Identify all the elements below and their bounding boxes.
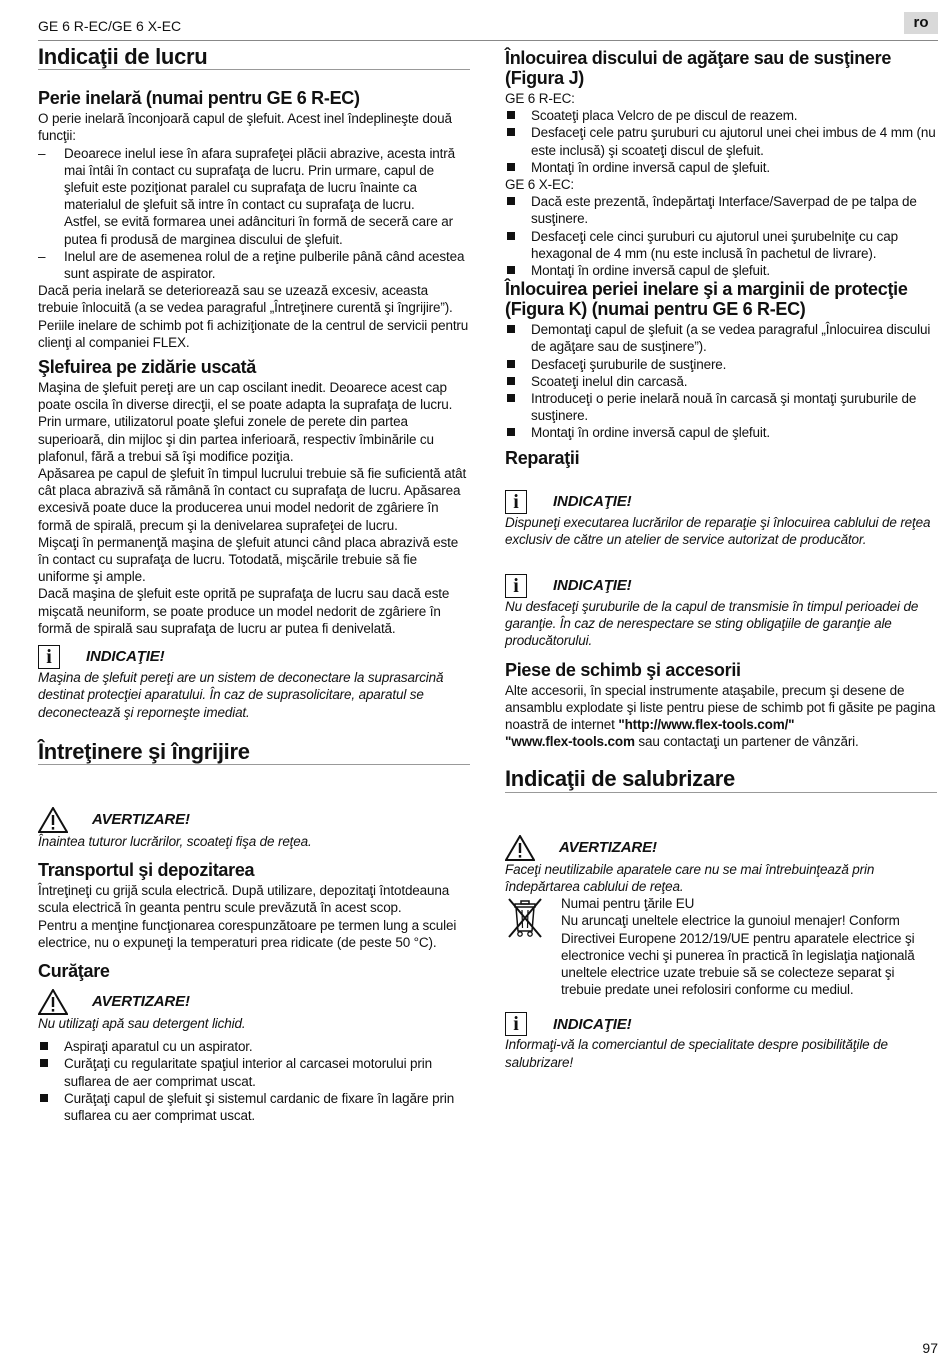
page-header [38, 12, 938, 41]
ring-function-2: – Inelul are de asemenea rolul de a reţine pulberile până când acestea sunt aspirate de aspirator. [38, 248, 465, 282]
heading-disposal: Indicaţii de salubrizare [505, 770, 937, 792]
spare-parts-text: Alte accesorii, în special instrumente ataşabile, precum şi desene de ansamblu explodate şi liste pentru piese de schimb pot fi găsite pe pagina noastră de internet "http://www.flex-tools.com/" "www.flex-tools.com sau contactaţi un partener de vânzări. [505, 682, 936, 750]
transport-p1: Întreţineţi cu grijă scula electrică. După utilizare, depozitaţi întotdeauna scula electrică în geanta pentru scule prevăzută în acest scop. [38, 883, 450, 916]
heading-brush-replacement: Înlocuirea periei inelare şi a marginii de protecţie (Figura K) (numai pentru GE 6 R-EC) [505, 279, 908, 320]
warning-icon [505, 835, 535, 861]
page-number: 97 [922, 1340, 938, 1356]
heading-spare-parts: Piese de schimb şi accesorii [505, 659, 741, 680]
ring-intro: O perie inelară înconjoară capul de şlefuit. Acest inel îndeplineşte două funcţii: [38, 111, 452, 144]
heading-ring-brush: Perie inelară (numai pentru GE 6 R-EC) [38, 88, 360, 109]
warning-water: AVERTIZARE! [38, 989, 470, 1015]
heading-maintenance: Întreţinere şi îngrijire [38, 743, 470, 765]
list-item: Curăţaţi capul de şlefuit şi sistemul cardanic de fixare în lagăre prin suflarea cu aer comprimat uscat. [38, 1090, 470, 1124]
note-overload-text: Maşina de şlefuit pereţi are un sistem de deconectare la suprasarcină destinat protecţiei aparatului. În caz de suprasolicitare, aparatul se deconectează şi reporneşte imediat. [38, 670, 444, 720]
list-item: Desfaceţi cele cinci şuruburi cu ajutorul unei şurubelniţe cu cap hexagonal de 4 mm (nu este inclusă în pachetul de livrare). [505, 228, 937, 262]
dry-p2: Apăsarea pe capul de şlefuit în timpul lucrului trebuie să fie suficientă atât cât placa abrazivă să rămână în contact cu suprafaţa de lucru. Apăsarea excesivă poate duce la producerea unui model nedorit de zgâriere în formă de spirală, precum şi la denivelarea suprafeţei de lucru. [38, 466, 467, 533]
warning-disposal-text: Faceţi neutilizabile aparatele care nu se mai întrebuinţează prin îndepărtarea cablului de reţea. [505, 861, 875, 894]
note-warranty: i INDICAŢIE! [505, 574, 937, 598]
eu-only-label: Numai pentru ţările EU [561, 896, 695, 912]
weee-section [505, 895, 937, 998]
info-icon: i [38, 645, 60, 669]
list-item: Desfaceţi cele patru şuruburi cu ajutorul unei chei imbus de 4 mm (nu este inclusă) şi scoateţi discul de şlefuit. [505, 124, 937, 158]
model-name: GE 6 R-EC/GE 6 X-EC [38, 18, 182, 34]
warning-unplug-text: Înaintea tuturor lucrărilor, scoateţi fişa de reţea. [38, 833, 312, 849]
list-item: Montaţi în ordine inversă capul de şlefuit. [505, 424, 937, 441]
eu-disposal-text: Nu aruncaţi uneltele electrice la gunoiul menajer! Conform Directivei Europene 2012/19/UE pentru aparatele electrice şi electronice vechi şi punerea în practică în legislaţia naţională uneltele electrice uzate trebuie să se colecteze separat şi trebuie predate unei refolosiri conforme cu mediul. [561, 913, 915, 998]
heading-transport: Transportul şi depozitarea [38, 860, 255, 881]
warning-icon [38, 989, 68, 1015]
label-ge6-x-ec: GE 6 X-EC: [505, 177, 575, 193]
ring-function-1: – Deoarece inelul iese în afara suprafeţei plăcii abrazive, acesta intră mai întâi în contact cu suprafaţa de lucru. Prin urmare, capul de şlefuit este poziţionat paralel cu suprafaţa de lucru înainte ca materialul de şlefuit să intre în contact cu suprafaţa de lucru. Astfel, se evită formarea unei adâncituri în formă de seceră care ar putea fi produsă de marginea discului de şlefuit. [38, 145, 455, 247]
note-overload: i INDICAŢIE! [38, 645, 470, 669]
note-disposal-text: Informaţi-vă la comerciantul de specialitate despre posibilităţile de salubrizare! [505, 1037, 888, 1070]
right-column [505, 48, 937, 1071]
warning-unplug: AVERTIZARE! [38, 807, 470, 833]
info-icon: i [505, 574, 527, 598]
warning-icon [38, 807, 68, 833]
list-item: Curăţaţi cu regularitate spaţiul interior al carcasei motorului prin suflarea de aer comprimat uscat. [38, 1055, 470, 1089]
note-warranty-text: Nu desfaceţi şuruburile de la capul de transmisie în timpul perioadei de garanţie. În caz de nerespectare se sting obligaţiile de garanţie ale producătorului. [505, 599, 919, 649]
language-badge: ro [904, 12, 938, 34]
note-repair: i INDICAŢIE! [505, 490, 937, 514]
dry-p1: Maşina de şlefuit pereţi are un cap oscilant inedit. Deoarece acest cap poate oscila în diverse direcţii, el se poate adapta la suprafaţa de lucru. Prin urmare, utilizatorul poate şlefui zonele de perete din partea superioară, din mijloc şi din partea inferioară, respectiv îmbinările cu plafonul, fără a trebui să îşi modifice poziţia. [38, 380, 453, 464]
dry-p4: Dacă maşina de şlefuit este oprită pe suprafaţa de lucru sau dacă este mişcată neuniform, se poate produce un model nedorit de zgâriere în formă de spirală sau suprafaţa de lucru ar putea fi denivelată. [38, 586, 450, 636]
dry-p3: Mişcaţi în permanenţă maşina de şlefuit atunci când placa abrazivă este în contact cu suprafaţa de lucru. Totodată, mişcările trebuie să fie uniforme şi ample. [38, 534, 459, 585]
left-column [38, 44, 470, 1124]
heading-disc-replacement: Înlocuirea discului de agăţare sau de susţinere (Figura J) [505, 48, 892, 88]
list-item: Introduceţi o perie inelară nouă în carcasă şi montaţi şuruburile de susţinere. [505, 390, 937, 424]
crossed-bin-icon [505, 895, 545, 939]
heading-work-instructions: Indicaţii de lucru [38, 48, 470, 70]
list-item: Demontaţi capul de şlefuit (a se vedea paragraful „Înlocuirea discului de agăţare sau de susţinere”). [505, 321, 937, 355]
list-item: Dacă este prezentă, îndepărtaţi Interface/Saverpad de pe talpa de susţinere. [505, 193, 937, 227]
warning-water-text: Nu utilizaţi apă sau detergent lichid. [38, 1015, 246, 1031]
info-icon: i [505, 1012, 527, 1036]
list-item: Aspiraţi aparatul cu un aspirator. [38, 1038, 470, 1055]
note-disposal: i INDICAŢIE! [505, 1012, 937, 1036]
heading-cleaning: Curăţare [38, 960, 110, 981]
warning-disposal: AVERTIZARE! [505, 835, 937, 861]
list-item: Scoateţi placa Velcro de pe discul de reazem. [505, 107, 937, 124]
list-item: Montaţi în ordine inversă capul de şlefuit. [505, 159, 937, 176]
transport-p2: Pentru a menţine funcţionarea corespunzătoare pe termen lung a sculei electrice, nu o expuneţi la temperaturi prea ridicate (de peste 50 °C). [38, 917, 457, 950]
ring-replacement-text: Dacă peria inelară se deteriorează sau se uzează excesiv, aceasta trebuie înlocuită (a se vedea paragraful „Întreţinere curentă şi îngrijire”). Periile inelare de schimb pot fi achiziţionate de la centrul de servicii pentru clienţi al companiei FLEX. [38, 283, 469, 350]
website-link-short[interactable]: "www.flex-tools.com [505, 734, 635, 750]
info-icon: i [505, 490, 527, 514]
list-item: Desfaceţi şuruburile de susţinere. [505, 356, 937, 373]
label-ge6-r-ec: GE 6 R-EC: [505, 91, 575, 106]
list-item: Montaţi în ordine inversă capul de şlefuit. [505, 262, 937, 279]
heading-dry-wall: Şlefuirea pe zidărie uscată [38, 357, 256, 378]
list-item: Scoateţi inelul din carcasă. [505, 373, 937, 390]
website-link[interactable]: "http://www.flex-tools.com/" [618, 717, 795, 733]
note-repair-text: Dispuneţi executarea lucrărilor de reparaţie şi înlocuirea cablului de reţea exclusiv de către un atelier de service autorizat de producător. [505, 514, 931, 547]
heading-repairs: Reparaţii [505, 447, 580, 468]
